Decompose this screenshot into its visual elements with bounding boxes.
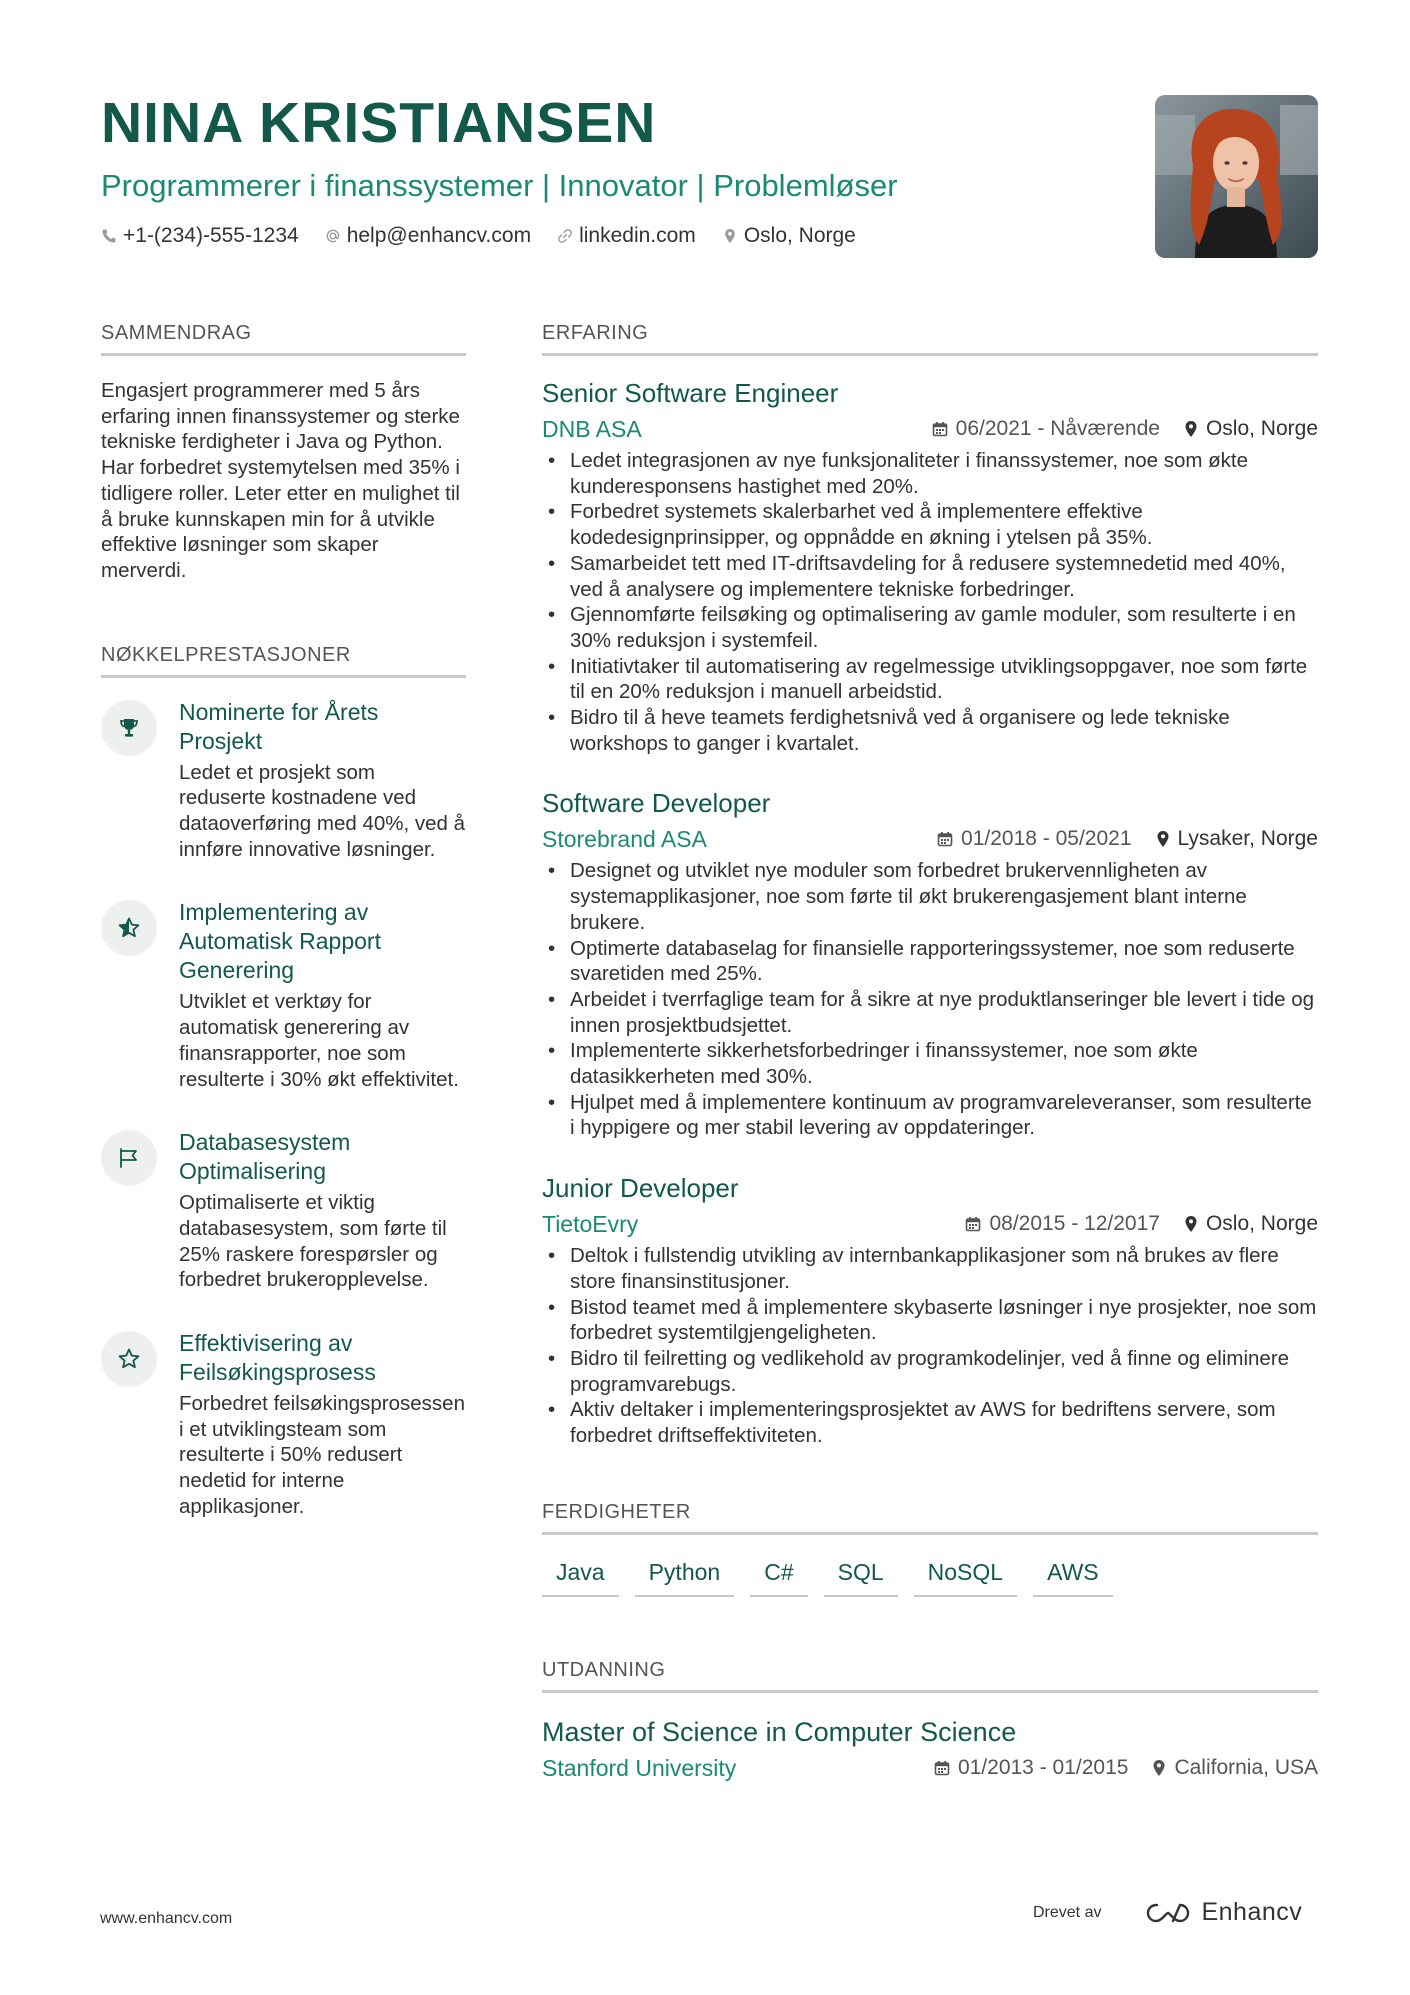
location-pin-icon (1184, 1215, 1198, 1233)
location-text: Oslo, Norge (743, 224, 856, 247)
job-title: Junior Developer (542, 1173, 739, 1204)
job-entry (542, 376, 1318, 756)
education-degree: Master of Science in Computer Science (542, 1716, 1017, 1747)
job-bullet: • Arbeidet i tverrfaglige team for å sikre at nye produktlanseringer ble levert i tide og innen prosjektbudsjettet. (542, 987, 1318, 1038)
job-location (1184, 417, 1318, 441)
achievement-title: Databasesystem Optimalisering (179, 1129, 351, 1185)
education-dates-text: 01/2013 - 01/2015 (957, 1755, 1129, 1779)
location-pin-icon (722, 228, 738, 244)
job-bullet: • Samarbeidet tett med IT-driftsavdeling for å redusere systemnedetid med 40%, ved å analysere og implementere tekniske forbedringer. (542, 551, 1318, 602)
location-pin-icon (1152, 1759, 1166, 1777)
job-company: DNB ASA (542, 416, 642, 442)
left-column (101, 322, 466, 1520)
candidate-tagline: Programmerer i finanssystemer | Innovator | Problemløser (101, 168, 898, 203)
location-pin-icon (1184, 420, 1198, 438)
job-bullet: • Aktiv deltaker i implementeringsprosjektet av AWS for bedriftens servere, som forbedret driftseffektiviteten. (542, 1397, 1318, 1448)
achievement-title: Implementering av Automatisk Rapport Generering (179, 899, 381, 984)
education-school: Stanford University (542, 1754, 737, 1781)
job-bullet: • Deltok i fullstendig utvikling av internbankapplikasjoner som nå brukes av flere store finansinstitusjoner. (542, 1243, 1318, 1294)
job-location (1184, 1212, 1318, 1236)
achievement-desc: Optimaliserte et viktig databasesystem, som førte til 25% raskere forespørsler og forbedret brukeropplevelse. (179, 1191, 447, 1292)
resume-header (101, 90, 1101, 248)
location-pin-icon (1156, 830, 1170, 848)
job-dates-text: 08/2015 - 12/2017 (989, 1212, 1160, 1236)
job-entry (542, 1171, 1318, 1449)
footer-url[interactable]: www.enhancv.com (100, 1910, 233, 1927)
enhancv-logo-icon (1145, 1901, 1191, 1925)
contact-list (101, 224, 1101, 248)
job-bullets (542, 1243, 1318, 1449)
achievements-heading: NØKKELPRESTASJONER (101, 644, 466, 678)
job-bullet: • Initiativtaker til automatisering av regelmessige utviklingsoppgaver, noe som førte til en 20% reduksjon i manuell arbeidstid. (542, 654, 1318, 705)
achievement-desc: Ledet et prosjekt som reduserte kostnadene ved dataoverføring med 40%, ved å innføre innovative løsninger. (179, 760, 466, 861)
achievement-item (101, 698, 466, 863)
skills-heading: FERDIGHETER (542, 1501, 1318, 1535)
star-icon (101, 1331, 157, 1387)
brand-logo[interactable] (1145, 1898, 1302, 1927)
job-title: Senior Software Engineer (542, 378, 839, 408)
job-location-text: Oslo, Norge (1205, 1212, 1318, 1236)
calendar-icon (932, 421, 948, 437)
job-bullet: • Forbedret systemets skalerbarhet ved å implementere effektive kodedesignprinsipper, og oppnådde en økning i ytelsen på 35%. (542, 499, 1318, 550)
summary-heading: SAMMENDRAG (101, 322, 466, 356)
star-half-icon (101, 900, 157, 956)
job-bullet: • Implementerte sikkerhetsforbedringer i finanssystemer, noe som økte datasikkerheten med 30%. (542, 1038, 1318, 1089)
contact-linkedin[interactable] (557, 224, 696, 248)
job-bullet: • Bidro til feilretting og vedlikehold av programkodelinjer, ved å finne og eliminere programvarebugs. (542, 1346, 1318, 1397)
linkedin-text: linkedin.com (579, 224, 696, 247)
job-bullet: • Bidro til å heve teamets ferdighetsnivå ved å organisere og lede tekniske workshops to ganger i kvartalet. (542, 705, 1318, 756)
job-dates (965, 1212, 1159, 1236)
job-bullet: • Ledet integrasjonen av nye funksjonaliteter i finanssystemer, noe som økte kunderesponsens hastighet med 20%. (542, 448, 1318, 499)
achievement-item (101, 1128, 466, 1293)
education-location-text: California, USA (1174, 1755, 1318, 1779)
skill-tag: Python (635, 1557, 735, 1597)
skill-tag: C# (750, 1557, 807, 1597)
achievement-desc: Forbedret feilsøkingsprosessen i et utviklingsteam som resulterte i 50% redusert nedetid for interne applikasjoner. (179, 1392, 465, 1518)
achievement-item (101, 898, 466, 1092)
achievement-title: Nominerte for Årets Prosjekt (179, 698, 379, 754)
phone-text: +1-(234)-555-1234 (123, 224, 299, 247)
education-location (1152, 1756, 1318, 1780)
right-column (542, 322, 1318, 1783)
job-bullets (542, 448, 1318, 756)
job-dates-text: 06/2021 - Nåværende (955, 417, 1160, 440)
job-bullet: • Gjennomførte feilsøking og optimalisering av gamle moduler, som resulterte i en 30% reduksjon i systemfeil. (542, 602, 1318, 653)
job-bullet: • Hjulpet med å implementere kontinuum av programvareleveranser, som resulterte i hyppigere og mer stabil levering av oppdateringer. (542, 1090, 1318, 1141)
job-location-text: Lysaker, Norge (1177, 827, 1318, 851)
at-icon (325, 228, 341, 244)
job-dates (932, 417, 1160, 441)
link-icon (557, 228, 573, 244)
achievements-section (101, 644, 466, 1520)
job-entry (542, 786, 1318, 1141)
achievement-desc: Utviklet et verktøy for automatisk generering av finansrapporter, noe som resulterte i 30% økt effektivitet. (179, 990, 459, 1091)
footer-branding (1033, 1898, 1302, 1927)
job-bullets (542, 858, 1318, 1141)
powered-by-label: Drevet av (1033, 1903, 1102, 1921)
profile-photo (1155, 95, 1318, 258)
job-company: TietoEvry (542, 1211, 639, 1238)
job-dates-text: 01/2018 - 05/2021 (961, 827, 1132, 851)
calendar-icon (965, 1216, 981, 1232)
contact-phone (101, 224, 299, 248)
job-bullet: • Designet og utviklet nye moduler som forbedret brukervennligheten av systemapplikasjoner, noe som førte til økt brukerengasjement blant interne brukere. (542, 858, 1318, 935)
job-company: Storebrand ASA (542, 826, 707, 853)
skill-tag: NoSQL (914, 1557, 1017, 1597)
flag-icon (101, 1130, 157, 1186)
summary-text: Engasjert programmerer med 5 års erfaring innen finanssystemer og sterke tekniske ferdigheter i Java og Python. Har forbedret systemytelsen med 35% i tidligere roller. Leter etter en mulighet til å bruke kunnskapen min for å utvikle effektive løsninger som skaper merverdi. (101, 379, 460, 582)
education-dates (934, 1756, 1128, 1780)
job-bullet: • Bistod teamet med å implementere skybaserte løsninger i nye prosjekter, noe som forbedret systemtilgjengeligheten. (542, 1295, 1318, 1346)
skill-tag: SQL (824, 1557, 898, 1597)
calendar-icon (937, 831, 953, 847)
job-location (1156, 827, 1318, 851)
achievement-item (101, 1329, 466, 1520)
skills-section (542, 1501, 1318, 1597)
experience-section (542, 322, 1318, 1449)
contact-email[interactable] (325, 224, 531, 248)
trophy-icon (101, 700, 157, 756)
brand-name: Enhancv (1201, 1898, 1303, 1926)
education-section (542, 1659, 1318, 1783)
achievement-title: Effektivisering av Feilsøkingsprosess (179, 1330, 376, 1386)
skill-tag: AWS (1033, 1557, 1113, 1597)
phone-icon (101, 228, 117, 244)
skill-tag: Java (542, 1557, 619, 1597)
summary-section (101, 322, 466, 584)
candidate-name: NINA KRISTIANSEN (101, 91, 657, 155)
portrait-illustration (1155, 95, 1318, 258)
skills-list (542, 1557, 1318, 1597)
job-title: Software Developer (542, 788, 771, 819)
job-location-text: Oslo, Norge (1205, 417, 1318, 440)
education-heading: UTDANNING (542, 1659, 1318, 1693)
job-bullet: • Optimerte databaselag for finansielle rapporteringssystemer, noe som reduserte svaretiden med 25%. (542, 936, 1318, 987)
email-text: help@enhancv.com (346, 224, 532, 247)
job-dates (937, 827, 1131, 851)
experience-heading: ERFARING (542, 322, 1318, 356)
contact-location (722, 224, 856, 248)
calendar-icon (934, 1760, 950, 1776)
